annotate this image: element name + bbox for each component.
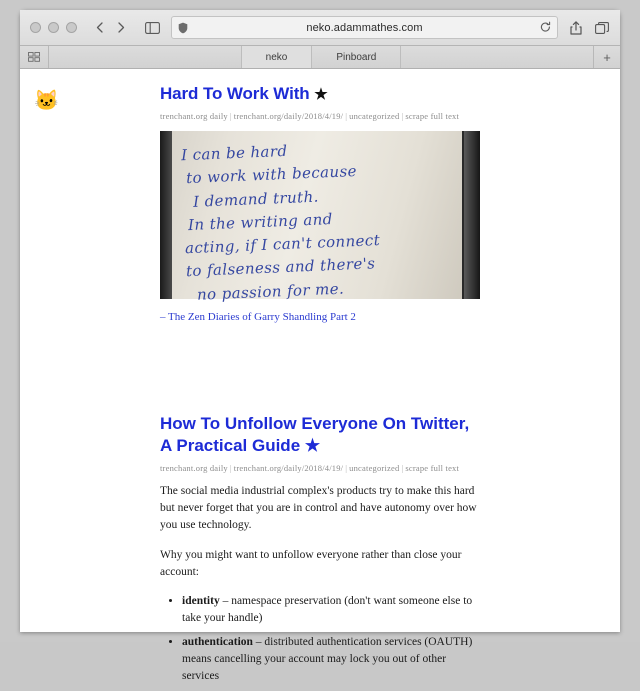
post-1-meta: trenchant.org daily | trenchant.org/daily/2018/4/19/ | uncategorized | scrape full text xyxy=(160,110,460,121)
page-content xyxy=(20,69,620,683)
bookmarks-grid-icon[interactable] xyxy=(20,46,49,68)
post-2-meta: trenchant.org daily | trenchant.org/daily/2018/4/19/ | uncategorized | scrape full text xyxy=(160,462,460,473)
handwriting-line-2: to work with because xyxy=(185,161,358,188)
tab-pinboard[interactable]: Pinboard xyxy=(312,46,401,68)
post-2-paragraph-2: Why you might want to unfollow everyone rather than close your account: xyxy=(160,548,462,578)
back-icon[interactable] xyxy=(89,18,109,38)
sidebar-icon[interactable] xyxy=(141,18,163,38)
bullet-text-1: – namespace preservation (don't want someone else to take your handle) xyxy=(182,595,473,625)
handwriting-line-1: I can be hard xyxy=(180,141,288,165)
reload-icon[interactable] xyxy=(540,21,551,34)
shield-icon xyxy=(178,22,188,34)
post-1-image xyxy=(160,131,480,303)
post-2-meta-author: trenchant.org daily xyxy=(160,462,228,473)
star-icon[interactable]: ★ xyxy=(314,86,328,103)
tab-list xyxy=(49,46,593,68)
handwriting-line-5: acting, if I can't connect xyxy=(184,230,381,257)
zoom-window-button[interactable] xyxy=(66,22,77,33)
handwriting-line-6: to falseness and there's xyxy=(185,254,376,281)
post-1-title-text: Hard To Work With xyxy=(160,84,310,103)
post-2-meta-tag[interactable]: scrape full text xyxy=(405,462,460,473)
browser-window xyxy=(20,10,620,683)
forward-icon[interactable] xyxy=(111,18,131,38)
toolbar-right-buttons xyxy=(568,20,610,36)
address-bar[interactable] xyxy=(171,16,558,39)
post-2-bullet-list xyxy=(160,593,480,685)
list-item xyxy=(182,593,480,628)
article-column xyxy=(160,83,480,691)
post-2-meta-site[interactable]: trenchant.org/daily/2018/4/19/ xyxy=(233,462,344,473)
url-text: neko.adammathes.com xyxy=(306,21,423,34)
navigation-buttons xyxy=(89,18,131,38)
post-2-title-text: How To Unfollow Everyone On Twitter, A Practical Guide xyxy=(160,413,470,455)
post-2-title[interactable] xyxy=(160,413,480,457)
new-tab-icon[interactable]: + xyxy=(593,46,620,68)
journal-spine-left xyxy=(160,131,172,299)
tab-neko[interactable]: neko xyxy=(241,46,313,68)
bullet-text-2: – distributed authentication services (OAUTH) means cancelling your account may lock you out of other services xyxy=(182,635,473,683)
section-spacer xyxy=(160,351,480,413)
handwriting-line-4: In the writing and xyxy=(187,209,334,234)
post-1-meta-site[interactable]: trenchant.org/daily/2018/4/19/ xyxy=(233,110,344,121)
post-1-meta-author: trenchant.org daily xyxy=(160,110,228,121)
handwritten-text xyxy=(181,134,438,307)
minimize-window-button[interactable] xyxy=(48,22,59,33)
close-window-button[interactable] xyxy=(30,22,41,33)
page-title[interactable] xyxy=(160,83,480,105)
share-icon[interactable] xyxy=(568,20,584,36)
site-logo[interactable]: 🐱 xyxy=(34,90,59,112)
post-1-attribution[interactable]: – The Zen Diaries of Garry Shandling Part 2 xyxy=(160,310,356,323)
bullet-term-1: identity xyxy=(182,595,220,608)
tab-bar xyxy=(20,46,620,69)
journal-spine-right xyxy=(464,131,480,299)
browser-toolbar xyxy=(20,10,620,46)
post-2-paragraph-1: The social media industrial complex's products try to make this hard but never forget that you are in control and have autonomy over how you use technology. xyxy=(160,484,477,532)
window-controls xyxy=(30,22,77,33)
handwriting-line-3: I demand truth. xyxy=(192,186,320,211)
post-2-meta-category[interactable]: uncategorized xyxy=(349,462,400,473)
star-icon-2[interactable]: ★ xyxy=(304,435,321,455)
post-1-meta-category[interactable]: uncategorized xyxy=(349,110,400,121)
list-item xyxy=(182,634,480,686)
handwriting-line-7: no passion for me. xyxy=(196,278,345,303)
bullet-term-2: authentication xyxy=(182,635,253,648)
post-1-meta-tag[interactable]: scrape full text xyxy=(405,110,460,121)
tabs-overview-icon[interactable] xyxy=(594,20,610,36)
